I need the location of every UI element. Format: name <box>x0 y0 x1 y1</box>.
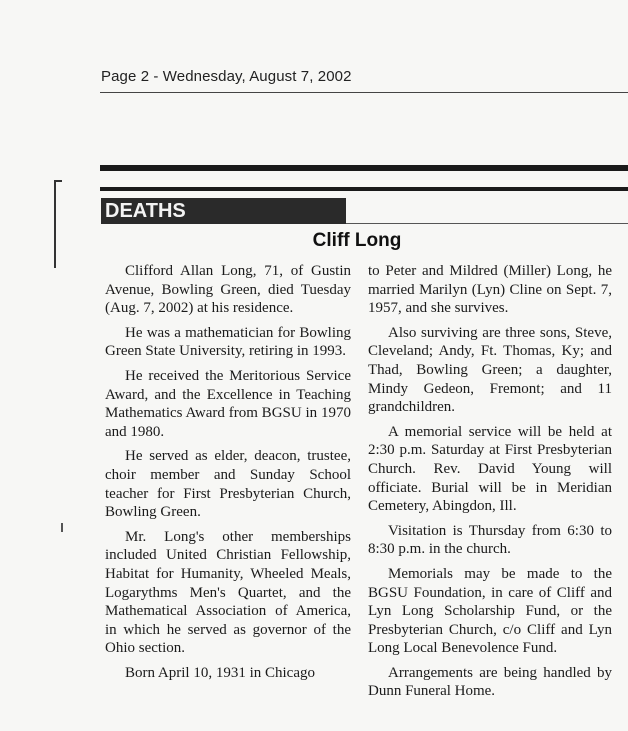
section-rule-top <box>100 165 628 171</box>
header-rule <box>100 92 628 93</box>
paragraph: He was a mathematician for Bowling Green State University, retiring in 1993. <box>105 324 351 360</box>
paragraph: Arrangements are being handled by Dunn Funeral Home. <box>368 664 612 700</box>
paragraph: A memorial service will be held at 2:30 p.m. Saturday at First Presbyterian Church. Rev. David Young will officiate. Burial will be in Meridian Cemetery, Abingdon, Ill. <box>368 423 612 515</box>
paragraph: Clifford Allan Long, 71, of Gustin Avenue, Bowling Green, died Tuesday (Aug. 7, 2002) at his residence. <box>105 263 351 317</box>
clipping-bracket <box>54 180 62 268</box>
article-headline: Cliff Long <box>312 230 402 251</box>
section-banner: DEATHS <box>101 198 346 224</box>
paragraph: He served as elder, deacon, trustee, choir member and Sunday School teacher for First Presbyterian Church, Bowling Green. <box>105 448 351 521</box>
paragraph: to Peter and Mildred (Miller) Long, he married Marilyn (Lyn) Cline on Sept. 7, 1957, and she survives. <box>368 263 612 317</box>
section-rule-bottom <box>100 187 628 191</box>
paragraph: He received the Meritorious Service Award, and the Excellence in Teaching Mathematics Award from BGSU in 1970 and 1980. <box>105 367 351 440</box>
page-header: Page 2 - Wednesday, August 7, 2002 <box>101 68 352 85</box>
paragraph: Memorials may be made to the BGSU Foundation, in care of Cliff and Lyn Long Scholarship Fund, or the Presbyterian Church, c/o Cliff and Lyn Long Local Benevolence Fund. <box>368 565 612 657</box>
paragraph: Mr. Long's other memberships included United Christian Fellowship, Habitat for Humanity, Wheeled Meals, Logarythms Men's Quartet, and the Mathematical Association of America, in which he served as governor of the Ohio section. <box>105 528 351 657</box>
paragraph: Visitation is Thursday from 6:30 to 8:30 p.m. in the church. <box>368 522 612 558</box>
article-column-right <box>368 262 612 707</box>
paragraph: Also surviving are three sons, Steve, Cleveland; Andy, Ft. Thomas, Ky; and Thad, Bowling Green; a daughter, Mindy Gedeon, Fremont; and 11 grandchildren. <box>368 324 612 416</box>
margin-mark <box>61 523 63 532</box>
banner-rule <box>346 223 628 224</box>
article-column-left <box>105 262 351 688</box>
paragraph: Born April 10, 1931 in Chicago <box>125 664 315 681</box>
